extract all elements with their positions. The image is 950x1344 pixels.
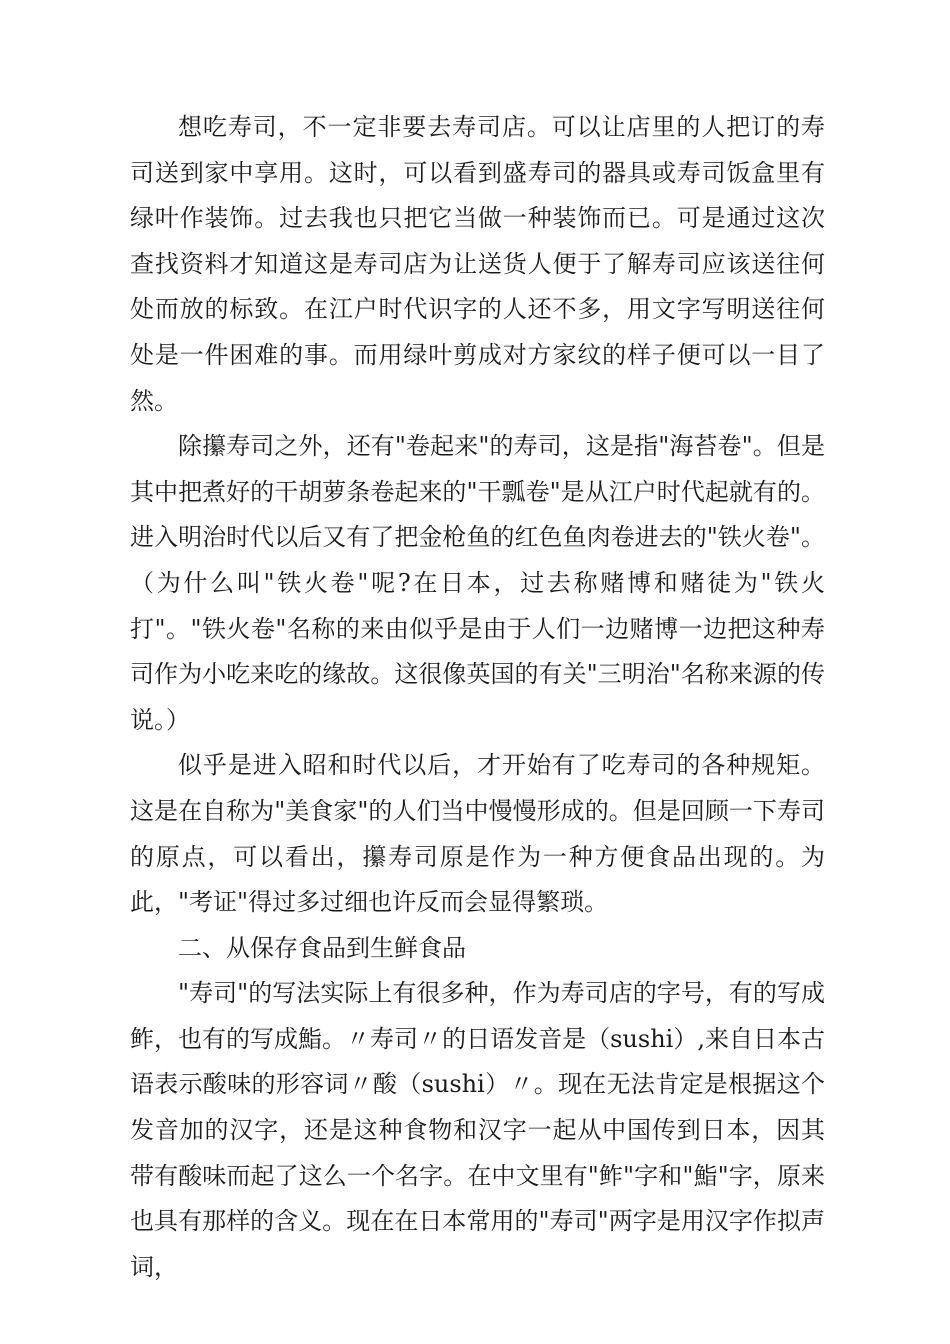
paragraph-leaf-decoration: 想吃寿司，不一定非要去寿司店。可以让店里的人把订的寿司送到家中享用。这时，可以看到盛寿司的器具或寿司饭盒里有绿叶作装饰。过去我也只把它当做一种装饰而已。可是通过这次查找资料才知道这是寿司店为让送货人便于了解寿司应该送往何处而放的标致。在江户时代识字的人还不多，用文字写明送往何处是一件困难的事。而用绿叶剪成对方家纹的样子便可以一目了然。 (130, 113, 825, 415)
section-heading: 二、从保存食品到生鲜食品 (178, 933, 466, 962)
paragraph-rolled-sushi: 除攥寿司之外，还有"卷起来"的寿司，这是指"海苔卷"。但是其中把煮好的干胡萝条卷起来的"干瓢卷"是从江户时代起就有的。进入明治时代以后又有了把金枪鱼的红色鱼肉卷进去的"铁火卷"。（为什么叫"铁火卷"呢?在日本，过去称赌博和赌徒为"铁火打"。"铁火卷"名称的来由似乎是由于人们一边赌博一边把这种寿司作为小吃来吃的缘故。这很像英国的有关"三明治"名称来源的传说。） (130, 432, 825, 734)
paragraph-showa-rules: 似乎是进入昭和时代以后，才开始有了吃寿司的各种规矩。这是在自称为"美食家"的人们当中慢慢形成的。但是回顾一下寿司的原点，可以看出，攥寿司原是作为一种方便食品出现的。为此，"考证"得过多过细也许反而会显得繁琐。 (130, 751, 825, 917)
paragraph-sushi-writing: "寿司"的写法实际上有很多种，作为寿司店的字号，有的写成鲊，也有的写成鮨。〃寿司〃的日语发音是（sushi）,来自日本古语表示酸味的形容词〃酸（sushi）〃。现在无法肯定是根据这个发音加的汉字，还是这种食物和汉字一起从中国传到日本，因其带有酸味而起了这么一个名字。在中文里有"鲊"字和"鮨"字，原来也具有那样的含义。现在在日本常用的"寿司"两字是用汉字作拟声词， (130, 979, 825, 1281)
document-page (130, 105, 825, 1290)
